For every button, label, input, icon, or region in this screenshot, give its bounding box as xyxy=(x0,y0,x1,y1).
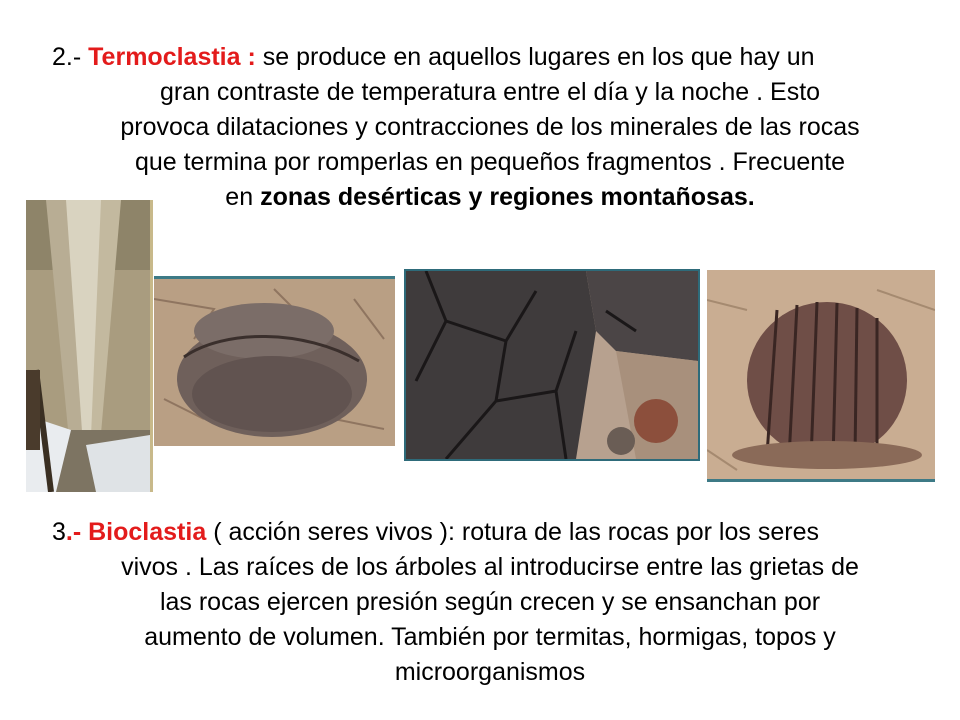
bioclastia-paragraph xyxy=(40,515,940,690)
cracked-rock-photo xyxy=(404,269,700,461)
paragraph-line: aumento de volumen. También por termitas, hormigas, topos y xyxy=(144,623,836,651)
paragraph-text: se produce en aquellos lugares en los que hay un xyxy=(262,43,815,71)
termoclastia-paragraph xyxy=(40,40,940,215)
paragraph-line: que termina por romperlas en pequeños fragmentos . Frecuente xyxy=(134,148,846,176)
paragraph-line: provoca dilataciones y contracciones de los minerales de las rocas xyxy=(120,113,860,141)
section-number: 2.- xyxy=(52,43,82,71)
paragraph-line xyxy=(40,180,940,215)
paragraph-line: gran contraste de temperatura entre el día y la noche . Esto xyxy=(159,78,821,106)
paragraph-text: en xyxy=(225,183,254,211)
paragraph-line xyxy=(40,515,940,550)
paragraph-line: vivos . Las raíces de los árboles al introducirse entre las grietas de xyxy=(121,553,859,581)
highlight-zones: zonas desérticas y regiones montañosas. xyxy=(260,183,755,211)
paragraph-text: ( acción seres vivos ): rotura de las rocas por los seres xyxy=(213,518,819,546)
split-boulder-photo xyxy=(154,276,395,446)
layered-rock-photo xyxy=(707,270,935,482)
paragraph-line xyxy=(40,40,940,75)
paragraph-line: microorganismos xyxy=(394,658,586,686)
term-bioclastia: .- Bioclastia xyxy=(65,518,207,546)
section-number: 3 xyxy=(52,518,66,546)
ice-wedge-photo xyxy=(26,200,153,492)
term-termoclastia: Termoclastia : xyxy=(88,43,256,71)
paragraph-line: las rocas ejercen presión según crecen y se ensanchan por xyxy=(159,588,821,616)
